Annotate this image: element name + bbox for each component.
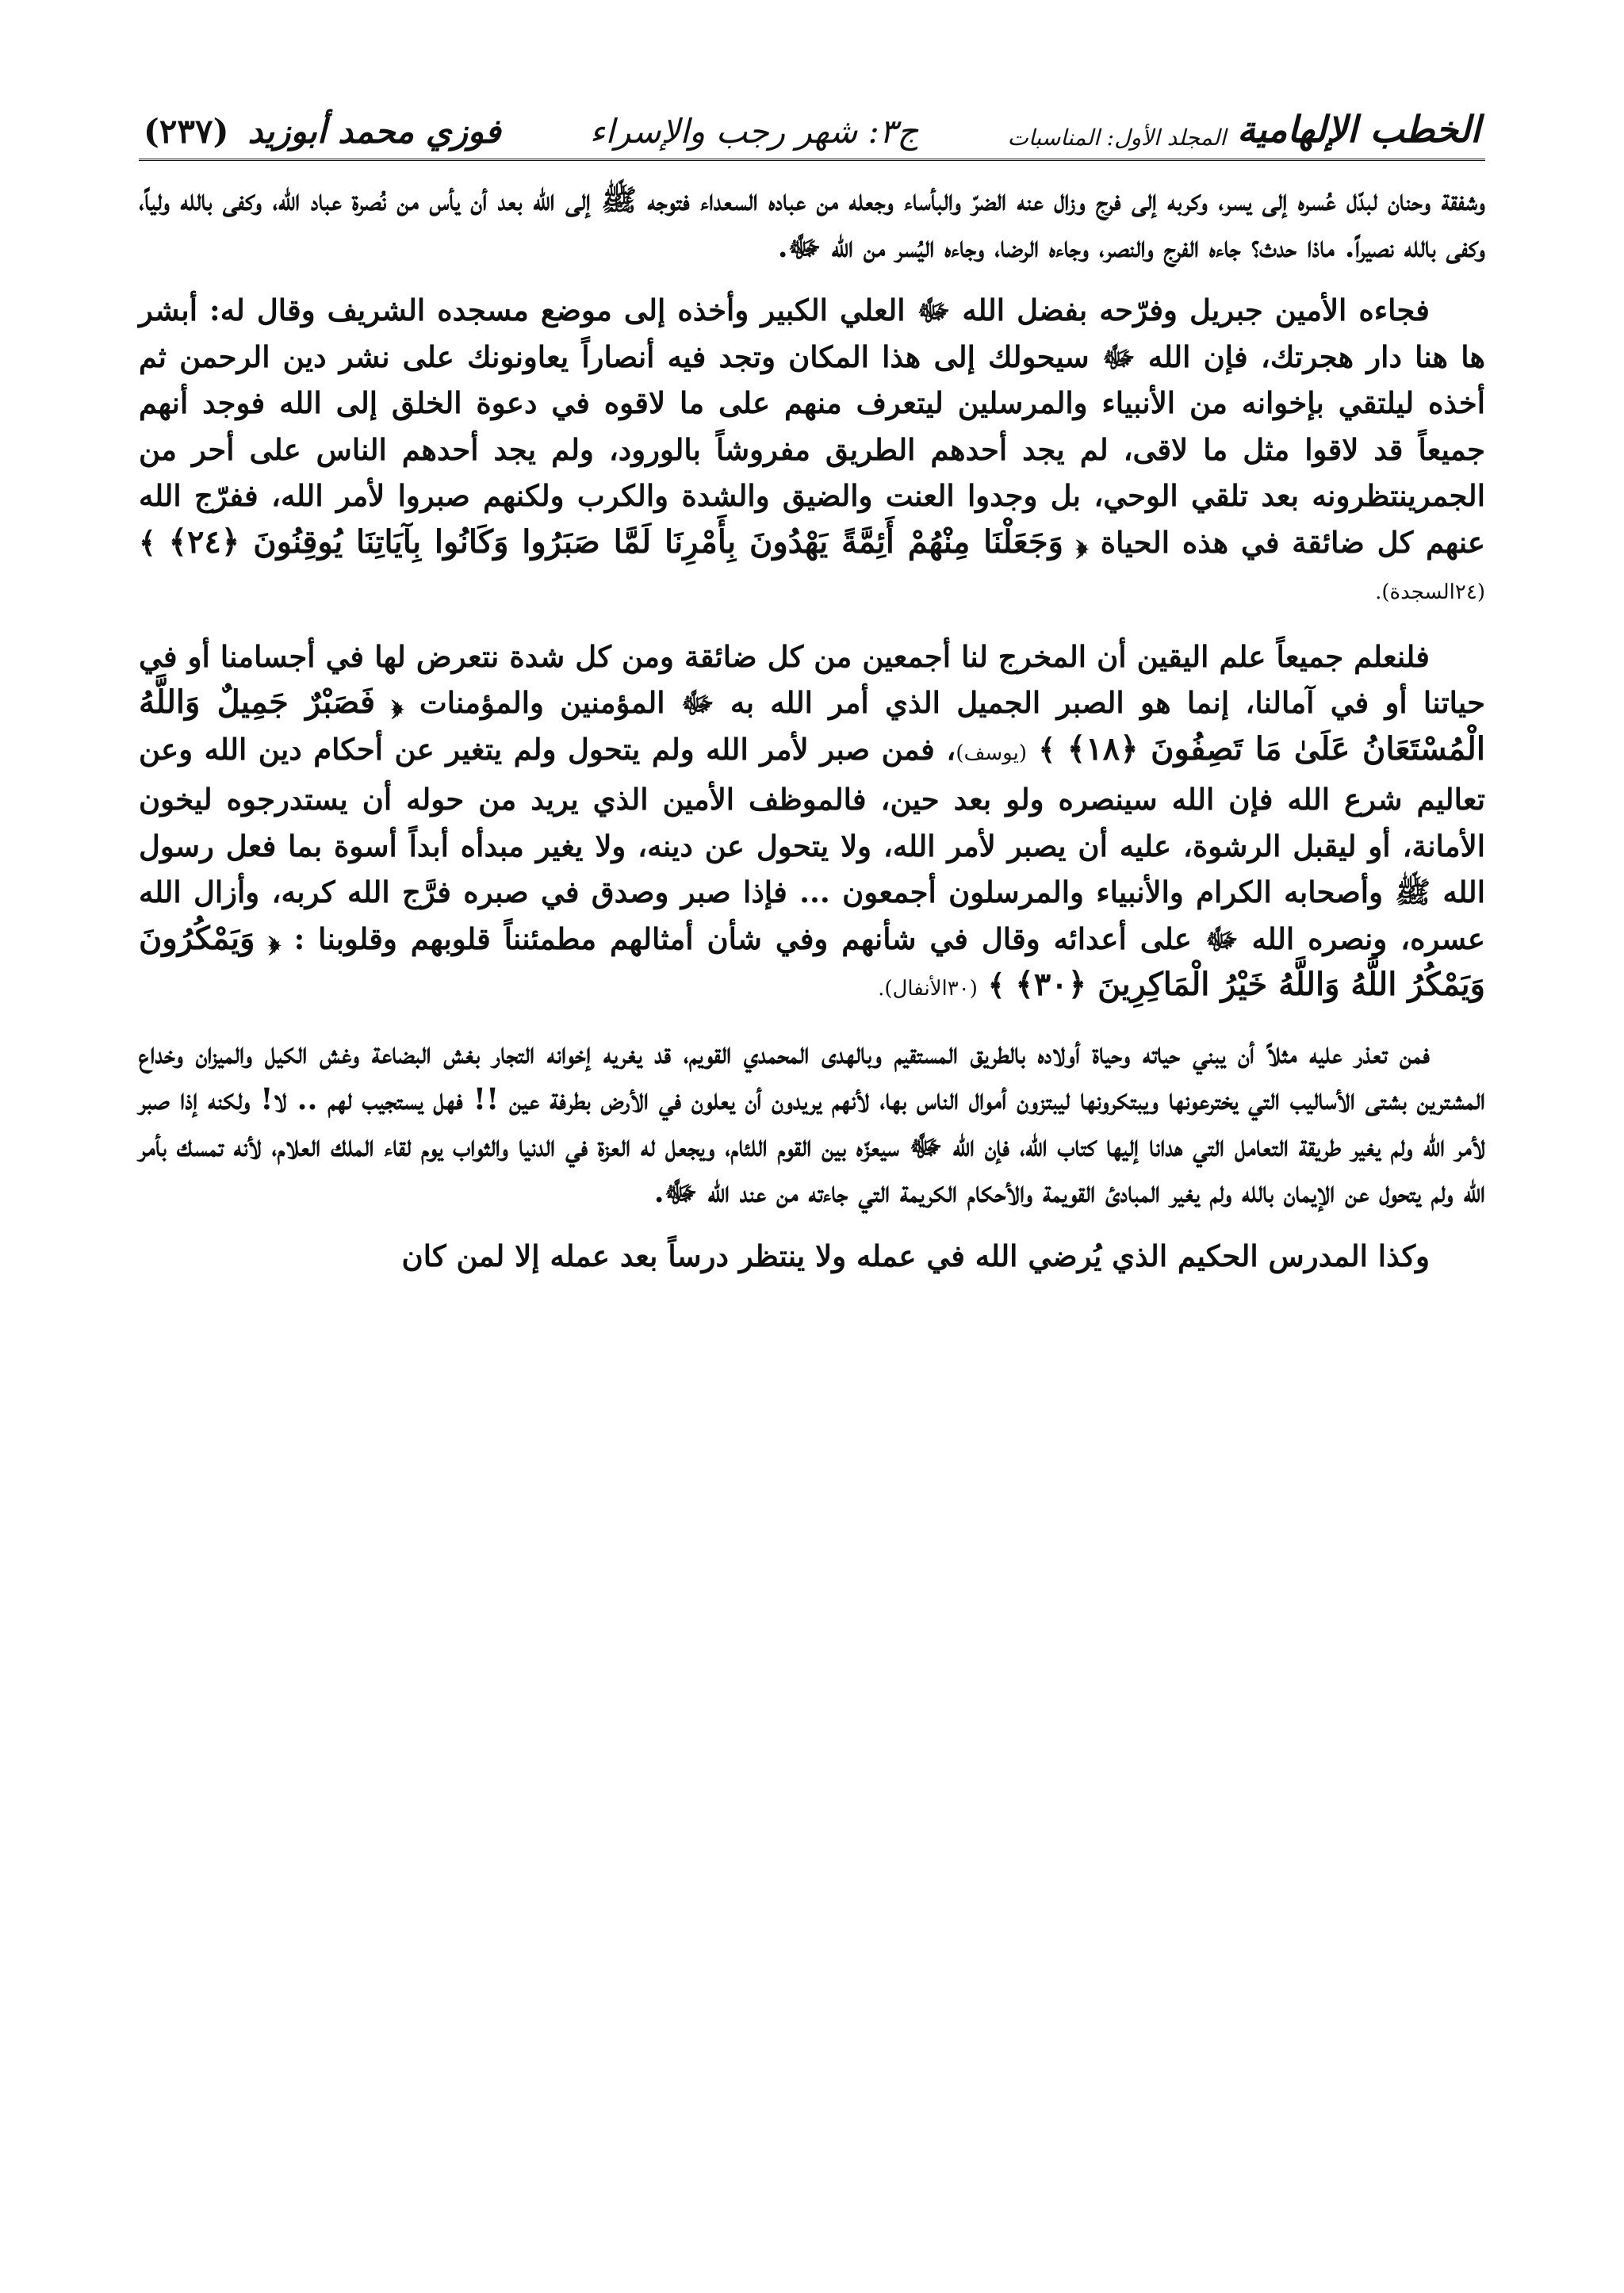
paragraph-2 xyxy=(139,287,1485,616)
quran-close-bracket: ﴾ xyxy=(1038,731,1056,767)
volume-label: المجلد الأول: المناسبات xyxy=(1007,124,1227,151)
verse-reference: (يوسف) xyxy=(956,741,1027,765)
paragraph-text: وكذا المدرس الحكيم الذي يُرضي الله في عمله ولا ينتظر درساً بعد عمله إلا لمن كان xyxy=(401,1238,1430,1273)
header-left-group xyxy=(144,112,501,151)
paragraph-4 xyxy=(139,1030,1485,1215)
book-title: الخطب الإلهامية xyxy=(1237,108,1480,151)
paragraph-text: فمن تعذر عليه مثلاً أن يبني حياته وحياة أولاده بالطريق المستقيم وبالهدى المحمدي القويم، قد يغريه إخوانه التجار بغش البضاعة وغش الكيل والميزان وخداع المشترين بشتى الأساليب التي يخترعونها ويبتكرونها ليبتزون أموال الناس بها، لأنهم يريدون أن يعلون في الأرض بطرفة عين !! فهل يستجيب لهم .. لا! ولكنه إذا صبر لأمر الله ولم يغير طريقة التعامل التي هدانا إليها كتاب الله، فإن الله ﷻ سيعزّه بين القوم اللئام، ويجعل له العزة في الدنيا والثواب يوم لقاء الملك العلام، لأنه تمسك بأمر الله ولم يتحول عن الإيمان بالله ولم يغير المبادئ القويمة والأحكام الكريمة التي جاءته من عند الله ﷻ. xyxy=(139,1035,1485,1209)
paragraph-5 xyxy=(139,1233,1485,1280)
paragraph-3 xyxy=(139,634,1485,1013)
quran-open-bracket: ﴿ xyxy=(391,685,404,720)
paragraph-text: فجاءه الأمين جبريل وفرّحه بفضل الله ﷻ العلي الكبير وأخذه إلى موضع مسجده الشريف وقال له: أبشر ها هنا دار هجرتك، فإن الله ﷻ سيحولك إلى هذا المكان وتجد فيه أنصاراً يعاونونك على نشر دين الرحمن ثم أخذه ليلتقي بإخوانه من الأنبياء والمرسلين ليتعرف منهم على ما لاقوه في دعوة الخلق إلى الله فوجد أنهم جميعاً قد لاقوا مثل ما لاقى، لم يجد أحدهم الطريق مفروشاً بالورود، ولم يجد أحدهم الناس على أحر من الجمرينتظرونه بعد تلقي الوحي، بل وجدوا العنت والضيق والشدة والكرب ولكنهم صبروا لأمر الله، ففرّج الله عنهم كل ضائقة في هذه الحياة xyxy=(139,293,1486,560)
paragraph-1 xyxy=(139,177,1485,270)
paragraph-text: فلنعلم جميعاً علم اليقين أن المخرج لنا أجمعين من كل ضائقة ومن كل شدة نتعرض لها في أجسامنا أو في حياتنا أو في آمالنا، إنما هو الصبر الجميل الذي أمر الله به ﷻ المؤمنين والمؤمنات xyxy=(139,638,1485,720)
paragraph-text-continued: ، فمن صبر لأمر الله ولم يتحول ولم يتغير عن أحكام دين الله وعن تعاليم شرع الله فإن الله سينصره ولو بعد حين، فالموظف الأمين الذي يريد من حوله أن يستدرجوه ليخون الأمانة، أو ليقبل الرشوة، عليه أن يصبر لأمر الله، ولا يتحول عن دينه، ولا يغير مبدأه أبداً أسوة بما فعل رسول الله ﷺ وأصحابه الكرام والأنبياء والمرسلون أجمعون ... فإذا صبر وصدق في صبره فرَّج الله كربه، وأزال الله عسره، ونصره الله ﷻ على أعدائه وقال في شأنهم وفي شأن أمثالهم مطمئنناً قلوبهم وقلوبنا : xyxy=(139,731,1485,956)
quran-verse: وَيَمْكُرُونَ وَيَمْكُرُ اللَّهُ وَاللَّهُ خَيْرُ الْمَاكِرِينَ ﴿٣٠﴾ xyxy=(139,919,1485,1003)
quran-open-bracket: ﴿ xyxy=(1075,524,1088,560)
quran-open-bracket: ﴿ xyxy=(268,921,281,956)
running-header xyxy=(139,95,1485,161)
quran-verse: وَجَعَلْنَا مِنْهُمْ أَئِمَّةً يَهْدُونَ بِأَمْرِنَا لَمَّا صَبَرُوا وَكَانُوا بِآيَاتِنَا يُوقِنُونَ ﴿٢٤﴾ xyxy=(168,523,1063,561)
author-name: فوزي محمد أبوزيد xyxy=(247,112,501,151)
verse-reference: (٣٠الأنفال). xyxy=(878,977,978,1001)
header-right-group xyxy=(1007,108,1480,151)
chapter-label: ج٣: شهر رجب والإسراء xyxy=(589,112,919,151)
page-number: (٢٣٧) xyxy=(144,112,229,151)
verse-reference: (٢٤السجدة). xyxy=(1375,580,1485,604)
paragraph-text: وشفقة وحنان لبدّل عُسره إلى يسر، وكربه إلى فرج وزال عنه الضرّ والبأساء وجعله من عباده السعداء فتوجه ﷺ إلى الله بعد أن يأس من نُصرة عباد الله، وكفى بالله ولياً، وكفى بالله نصيراً. ماذا حدث؟ جاءه الفرج والنصر، وجاءه الرضا، وجاءه اليُسر من الله ﷻ. xyxy=(139,182,1485,264)
quran-close-bracket: ﴾ xyxy=(139,524,156,560)
quran-close-bracket: ﴾ xyxy=(987,967,1005,1002)
page-body xyxy=(139,177,1485,1279)
quran-verse: فَصَبْرٌ جَمِيلٌ وَاللَّهُ الْمُسْتَعَانُ عَلَىٰ مَا تَصِفُونَ ﴿١٨﴾ xyxy=(139,683,1485,768)
